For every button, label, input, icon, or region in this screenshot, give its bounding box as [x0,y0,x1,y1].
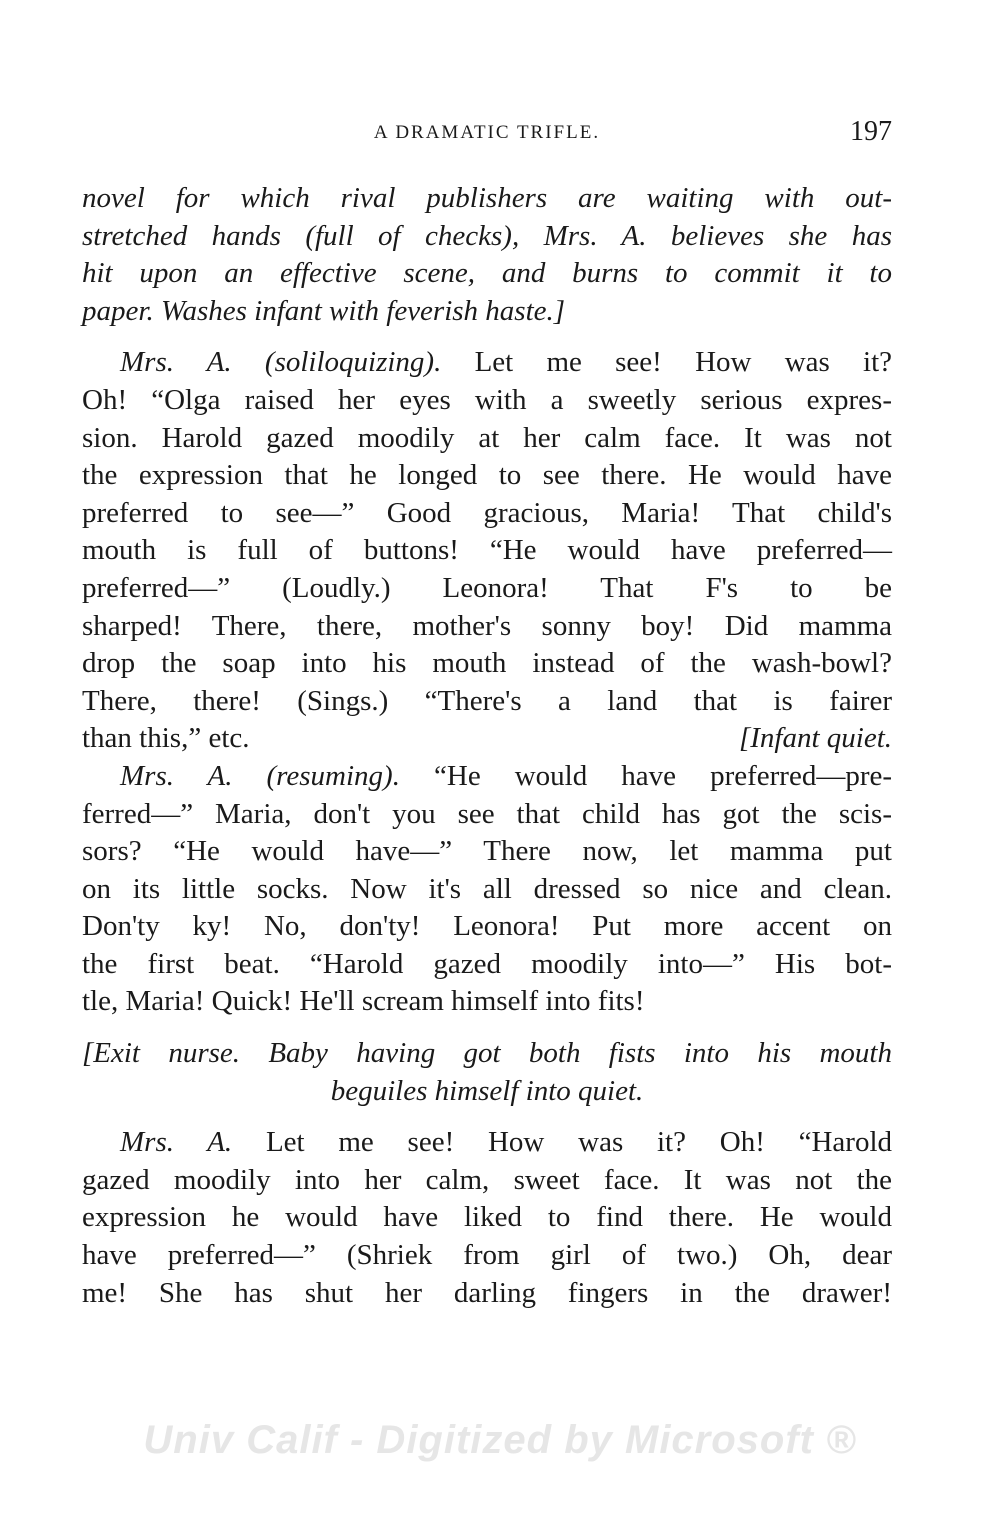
text-line: novel for which rival publishers are waiting with out- [82,182,892,214]
text-line [82,1124,892,1162]
speaker-name: Mrs. A. [120,759,233,792]
text-line: preferred to see—” Good gracious, Maria! That child's [82,496,892,529]
text-line: sharped! There, there, mother's sonny boy! Did mamma [82,609,892,642]
text-line [82,720,892,758]
stage-direction-continued [82,180,892,330]
page-header [82,116,892,156]
text-line: on its little socks. Now it's all dressed so nice and clean. [82,872,892,905]
speaker-name: Mrs. A. [120,346,232,379]
text-line: There, there! (Sings.) “There's a land that is fairer [82,684,892,717]
text-line [82,758,892,796]
text-line: [Exit nurse. Baby having got both fists into his mouth [82,1037,892,1070]
stage-note: (soliloquizing). [264,346,442,379]
speech-soliloquizing [82,344,892,758]
text-line: expression he would have liked to find there. He would [82,1201,892,1234]
text-line: mouth is full of buttons! “He would have preferred— [82,534,892,567]
text-line: drop the soap into his mouth instead of the wash-bowl? [82,647,892,680]
text-line: tle, Maria! Quick! He'll scream himself into fits! [82,985,645,1018]
speech-text: Let me see! How was it? Oh! “Harold [265,1126,893,1159]
text-line: sion. Harold gazed moodily at her calm face. It was not [82,421,892,454]
speech-continued [82,1124,892,1312]
speech-text: than this,” etc. [82,722,250,755]
text-line: the first beat. “Harold gazed moodily into—” His bot- [82,947,892,980]
speaker-name: Mrs. A. [120,1126,233,1159]
text-line: preferred—” (Loudly.) Leonora! That F's to be [82,571,892,604]
page-number: 197 [850,116,892,147]
text-line: Oh! “Olga raised her eyes with a sweetly serious expres- [82,383,892,416]
speech-text: “He would have preferred—pre- [434,759,892,792]
text-line: me! She has shut her darling fingers in the drawer! [82,1276,892,1309]
running-title: A DRAMATIC TRIFLE. [373,122,601,143]
speech-resuming [82,758,892,1021]
text-line [82,344,892,382]
text-line: hit upon an effective scene, and burns to commit it to [82,257,892,290]
text-line: Don'ty ky! No, don'ty! Leonora! Put more accent on [82,910,892,943]
text-line: have preferred—” (Shriek from girl of two.) Oh, dear [82,1239,892,1272]
stage-note: [Infant quiet. [738,722,892,755]
text-line: stretched hands (full of checks), Mrs. A. believes she has [82,219,892,252]
digitization-watermark: Univ Calif - Digitized by Microsoft ® [143,1418,857,1462]
stage-note: (resuming). [266,759,400,792]
stage-direction [82,1035,892,1110]
text-line: gazed moodily into her calm, sweet face. It was not the [82,1163,892,1196]
text-line: ferred—” Maria, don't you see that child has got the scis- [82,797,892,830]
text-line: beguiles himself into quiet. [330,1074,644,1107]
text-line: paper. Washes infant with feverish haste.] [82,294,566,327]
speech-text: Let me see! How was it? [474,346,893,379]
text-line: the expression that he longed to see there. He would have [82,459,892,492]
text-line: sors? “He would have—” There now, let mamma put [82,835,892,868]
page-body [82,180,892,1312]
